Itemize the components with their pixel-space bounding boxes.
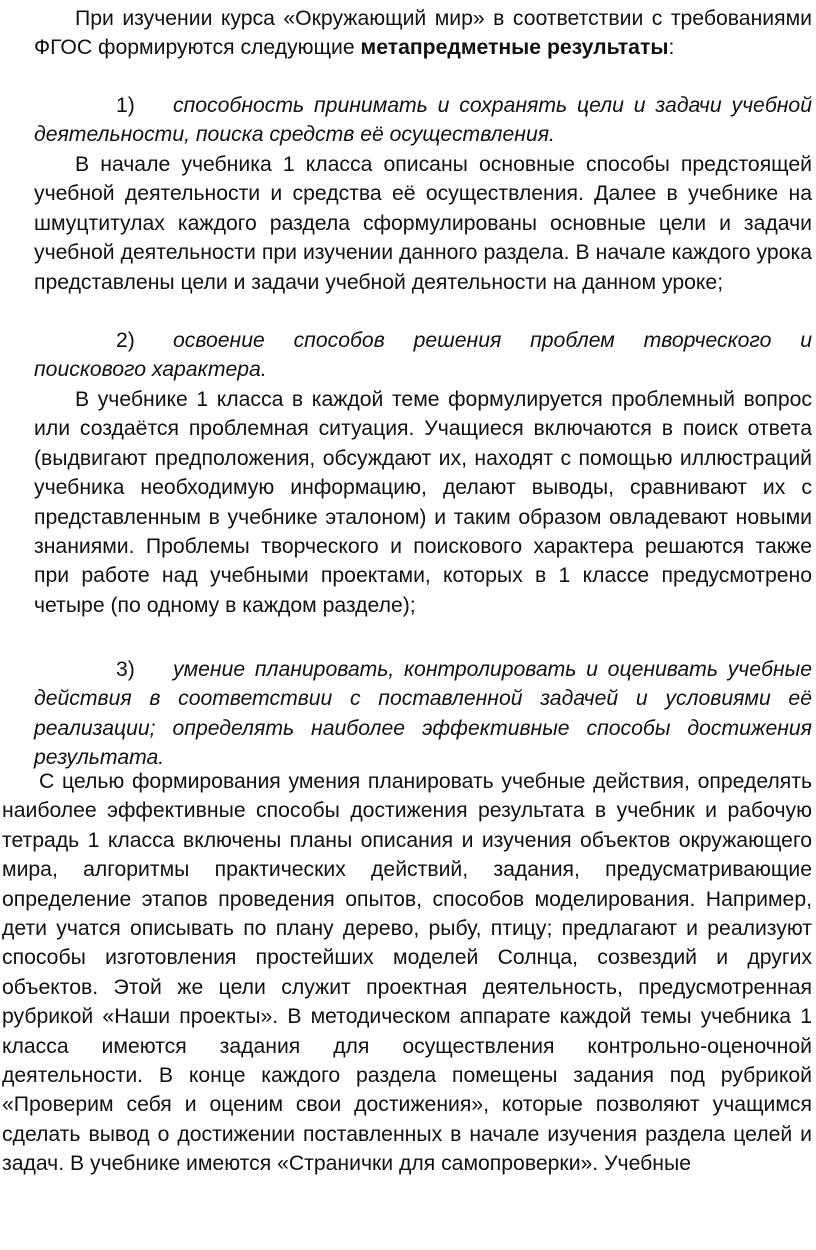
list-text-2: освоение способов решения проблем творческого и поискового характера.: [34, 329, 812, 382]
intro-emphasis-text: метапредметные результаты: [360, 36, 669, 60]
list-item-1: [0, 91, 816, 150]
list-text-3: умение планировать, контролировать и оценивать учебные действия в соответствии с поставленной задачей и условиями её реализации; определять наиболее эффективные способы достижения результата.: [34, 658, 812, 770]
body-paragraph-1: В начале учебника 1 класса описаны основные способы предстоящей учебной деятельности и средства её осуществления. Далее в учебнике на шмуцтитулах каждого раздела сформулированы основные цели и задачи учебной деятельности при изучении данного раздела. В начале каждого урока представлены цели и задачи учебной деятельности на данном уроке;: [34, 153, 812, 294]
list-number-3: 3): [116, 658, 135, 681]
body-paragraph-3: С целью формирования умения планировать учебные действия, определять наиболее эффективные способы достижения результата в учебник и рабочую тетрадь 1 класса включены планы описания и изучения объектов окружающего мира, алгоритмы практических действий, задания, предусматривающие определение этапов проведения опытов, способов моделирования. Например, дети учатся описывать по плану дерево, рыбу, птицу; предлагают и реализуют способы изготовления простейших моделей Солнца, созвездий и других объектов. Этой же цели служит проектная деятельность, предусмотренная рубрикой «Наши проекты». В методическом аппарате каждой темы учебника 1 класса имеются задания для осуществления контрольно-оценочной деятельности. В конце каждого раздела помещены задания под рубрикой «Проверим себя и оценим свои достижения», которые позволяют учащимся сделать вывод о достижении поставленных в начале изучения раздела целей и задач. В учебнике имеются «Странички для самопроверки». Учебные: [2, 770, 812, 1176]
list-text-1: способность принимать и сохранять цели и задачи учебной деятельности, поиска средств её осуществления.: [34, 94, 812, 147]
intro-paragraph: [0, 4, 816, 63]
list-item-3: [0, 655, 816, 773]
list-number-1: 1): [116, 94, 135, 117]
list-number-2: 2): [116, 329, 135, 352]
intro-lead-text: При изучении курса «Окружающий мир» в соответствии с требованиями ФГОС формируются следующие: [34, 7, 812, 60]
body-paragraph-2: В учебнике 1 класса в каждой теме формулируется проблемный вопрос или создаётся проблемная ситуация. Учащиеся включаются в поиск ответа (выдвигают предположения, обсуждают их, находят с помощью иллюстраций учебника необходимую информацию, делают выводы, сравнивают их с представленным в учебнике эталоном) и таким образом овладевают новыми знаниями. Проблемы творческого и поискового характера решаются также при работе над учебными проектами, которых в 1 классе предусмотрено четыре (по одному в каждом разделе);: [34, 388, 812, 617]
list-item-2: [0, 326, 816, 385]
intro-tail-text: :: [668, 36, 675, 60]
